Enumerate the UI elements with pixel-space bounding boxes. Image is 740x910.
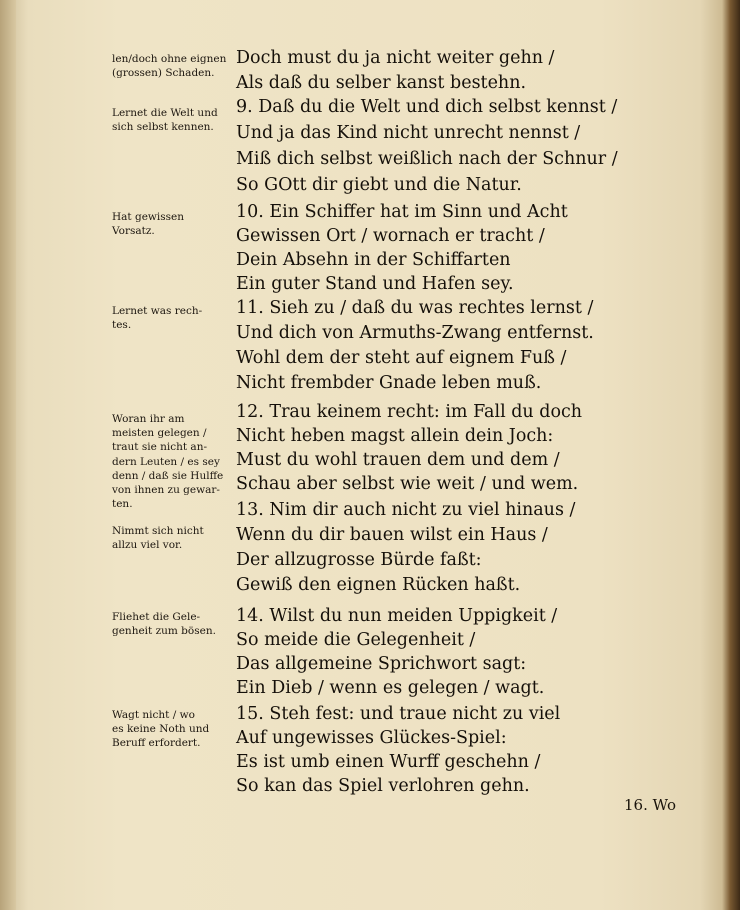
verse-line: Es ist umb einen Wurff geschehn /	[236, 752, 541, 772]
verse-line: Dein Absehn in der Schiffarten	[236, 250, 511, 270]
verse-line: 9. Daß du die Welt und dich selbst kennst /	[236, 97, 618, 117]
verse-line: Und ja das Kind nicht unrecht nennst /	[236, 123, 581, 143]
marginal-note	[112, 610, 232, 638]
verse-line: Ein Dieb / wenn es gelegen / wagt.	[236, 678, 545, 698]
verse-line: 10. Ein Schiffer hat im Sinn und Acht	[236, 202, 568, 222]
verse-line: Miß dich selbst weißlich nach der Schnur /	[236, 149, 618, 169]
marginal-note-line: Wagt nicht / wo	[112, 709, 195, 721]
marginal-note-line: len/doch ohne eignen	[112, 53, 227, 65]
marginal-note	[112, 210, 232, 238]
marginal-note	[112, 524, 232, 552]
marginal-note-line: Lernet die Welt und	[112, 107, 218, 119]
stanza	[236, 46, 656, 95]
verse-line: Nicht heben magst allein dein Joch:	[236, 426, 554, 446]
marginal-note-line: Beruff erfordert.	[112, 737, 201, 749]
marginal-note-line: genheit zum bösen.	[112, 625, 216, 637]
verse-line: 11. Sieh zu / daß du was rechtes lernst /	[236, 298, 594, 318]
marginal-note-line: traut sie nicht an-	[112, 441, 208, 454]
verse-line: 14. Wilst du nun meiden Uppigkeit /	[236, 606, 558, 626]
verse-line: So meide die Gelegenheit /	[236, 630, 476, 650]
marginal-note	[112, 412, 232, 511]
verse-line: Schau aber selbst wie weit / und wem.	[236, 474, 579, 494]
verse-line: 12. Trau keinem recht: im Fall du doch	[236, 402, 583, 422]
marginal-note-line: Vorsatz.	[112, 225, 155, 237]
verse-line: Der allzugrosse Bürde faßt:	[236, 550, 482, 570]
verse-line: Gewiß den eignen Rücken haßt.	[236, 575, 521, 595]
verse-line: 13. Nim dir auch nicht zu viel hinaus /	[236, 500, 576, 520]
marginal-note-line: Nimmt sich nicht	[112, 525, 204, 537]
stanza	[236, 604, 656, 700]
marginal-note-line: tes.	[112, 319, 132, 331]
verse-line: So GOtt dir giebt und die Natur.	[236, 175, 522, 195]
stanza	[236, 702, 656, 798]
stanza	[236, 200, 656, 296]
catchword: 16. Wo	[624, 796, 677, 814]
verse-line: 15. Steh fest: und traue nicht zu viel	[236, 704, 561, 724]
marginal-note-line: denn / daß sie Hulffe	[112, 469, 224, 482]
marginal-note-line: von ihnen zu gewar-	[112, 484, 220, 497]
verse-line: Auf ungewisses Glückes-Spiel:	[236, 728, 507, 748]
marginal-note-line: es keine Noth und	[112, 723, 210, 735]
verse-line: Ein guter Stand und Hafen sey.	[236, 274, 514, 294]
verse-line: Und dich von Armuths-Zwang entfernst.	[236, 323, 594, 343]
marginal-note	[112, 106, 232, 134]
marginal-note-line: meisten gelegen /	[112, 427, 207, 440]
marginal-note-line: Lernet was rech-	[112, 305, 203, 317]
marginal-note-line: Hat gewissen	[112, 211, 185, 223]
verse-line: Als daß du selber kanst bestehn.	[236, 72, 527, 93]
verse-line: Nicht frembder Gnade leben muß.	[236, 373, 542, 393]
marginal-note-line: Fliehet die Gele-	[112, 611, 201, 623]
stanza	[236, 94, 656, 198]
verse-line: Gewissen Ort / wornach er tracht /	[236, 226, 545, 246]
marginal-note	[112, 52, 232, 80]
verse-line: So kan das Spiel verlohren gehn.	[236, 776, 530, 796]
verse-line: Wenn du dir bauen wilst ein Haus /	[236, 525, 548, 545]
marginal-note-line: sich selbst kennen.	[112, 121, 214, 133]
marginal-note-line: dern Leuten / es sey	[112, 455, 220, 468]
marginal-note	[112, 304, 232, 332]
marginal-note-line: allzu viel vor.	[112, 539, 183, 551]
verse-line: Das allgemeine Sprichwort sagt:	[236, 654, 527, 674]
marginal-note-line: (grossen) Schaden.	[112, 67, 215, 79]
stanza	[236, 498, 656, 598]
marginal-note	[112, 708, 232, 750]
verse-line: Doch must du ja nicht weiter gehn /	[236, 48, 555, 68]
stanza	[236, 400, 656, 496]
marginal-note-line: Woran ihr am	[112, 413, 185, 425]
verse-line: Wohl dem der steht auf eignem Fuß /	[236, 348, 567, 368]
verse-line: Must du wohl trauen dem und dem /	[236, 450, 560, 470]
page-gutter	[0, 0, 16, 910]
stanza	[236, 296, 656, 396]
marginal-note-line: ten.	[112, 498, 133, 511]
